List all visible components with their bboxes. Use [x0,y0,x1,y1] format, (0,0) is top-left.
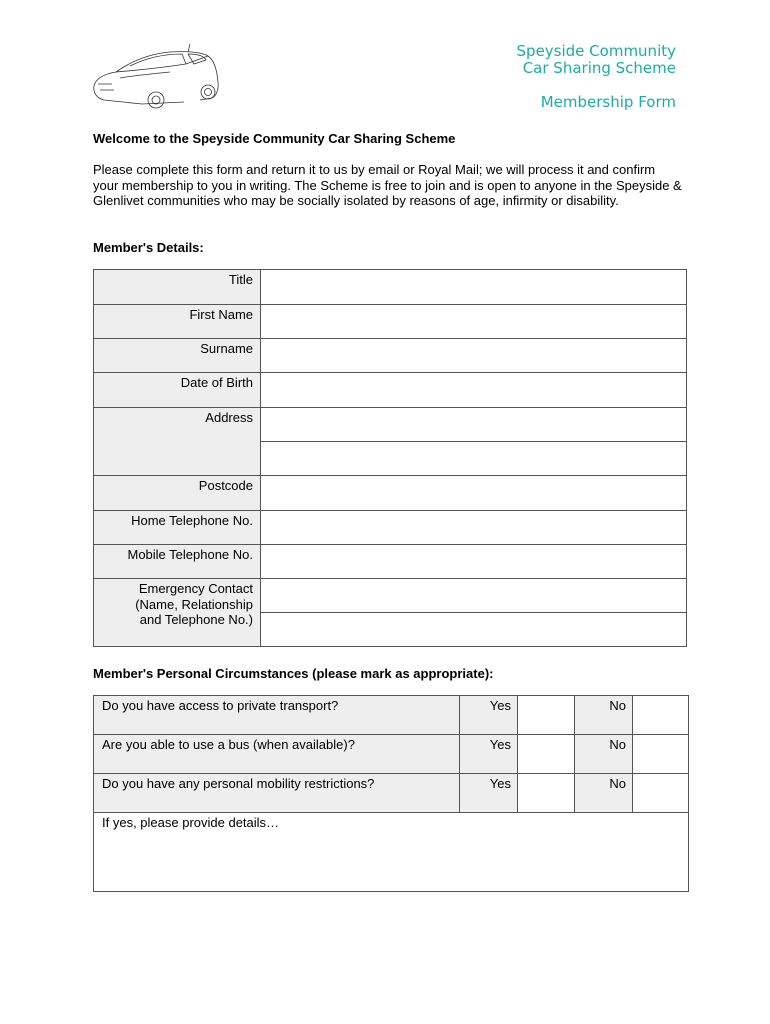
q2-yes-box[interactable] [518,735,575,774]
address-field-2[interactable] [261,442,687,476]
yes-label: Yes [460,774,518,813]
postcode-field[interactable] [261,476,687,511]
emergency-contact-label [94,579,261,647]
title-label: Title [94,270,261,305]
emergency-label-line-1: Emergency Contact [138,581,253,596]
question-private-transport: Do you have access to private transport? [94,696,460,735]
emergency-field-1[interactable] [261,579,687,613]
q1-yes-box[interactable] [518,696,575,735]
intro-paragraph: Please complete this form and return it to us by email or Royal Mail; we will process it and confirm your membership to you in writing. The Scheme is free to join and is open to anyone in the Speyside & Glenlivet communities who may be socially isolated by reasons of age, infirmity or disability. [93,162,682,208]
details-heading: Member's Details: [93,240,204,255]
yes-label: Yes [460,735,518,774]
first-name-label: First Name [94,305,261,339]
postcode-label: Postcode [94,476,261,511]
org-line-2: Car Sharing Scheme [522,59,676,77]
surname-field[interactable] [261,339,687,373]
yes-label: Yes [460,696,518,735]
no-label: No [575,696,633,735]
welcome-heading: Welcome to the Speyside Community Car Sharing Scheme [93,131,456,146]
question-mobility: Do you have any personal mobility restrictions? [94,774,460,813]
q3-yes-box[interactable] [518,774,575,813]
first-name-field[interactable] [261,305,687,339]
member-details-table [93,269,687,647]
organisation-name [517,43,676,111]
title-field[interactable] [261,270,687,305]
form-title: Membership Form [540,93,676,111]
address-label: Address [94,408,261,476]
emergency-field-2[interactable] [261,613,687,647]
emergency-label-line-3: and Telephone No.) [139,612,253,627]
car-icon [90,42,220,112]
details-textarea[interactable]: If yes, please provide details… [94,813,689,892]
mobile-tel-label: Mobile Telephone No. [94,545,261,579]
q1-no-box[interactable] [633,696,689,735]
surname-label: Surname [94,339,261,373]
org-line-1: Speyside Community [516,42,676,60]
address-field-1[interactable] [261,408,687,442]
question-bus: Are you able to use a bus (when available)? [94,735,460,774]
q2-no-box[interactable] [633,735,689,774]
q3-no-box[interactable] [633,774,689,813]
dob-field[interactable] [261,373,687,408]
dob-label: Date of Birth [94,373,261,408]
mobile-tel-field[interactable] [261,545,687,579]
emergency-label-line-2: (Name, Relationship [135,596,253,612]
home-tel-field[interactable] [261,511,687,545]
home-tel-label: Home Telephone No. [94,511,261,545]
circumstances-table [93,695,689,892]
circumstances-heading: Member's Personal Circumstances (please mark as appropriate): [93,666,494,681]
no-label: No [575,774,633,813]
no-label: No [575,735,633,774]
